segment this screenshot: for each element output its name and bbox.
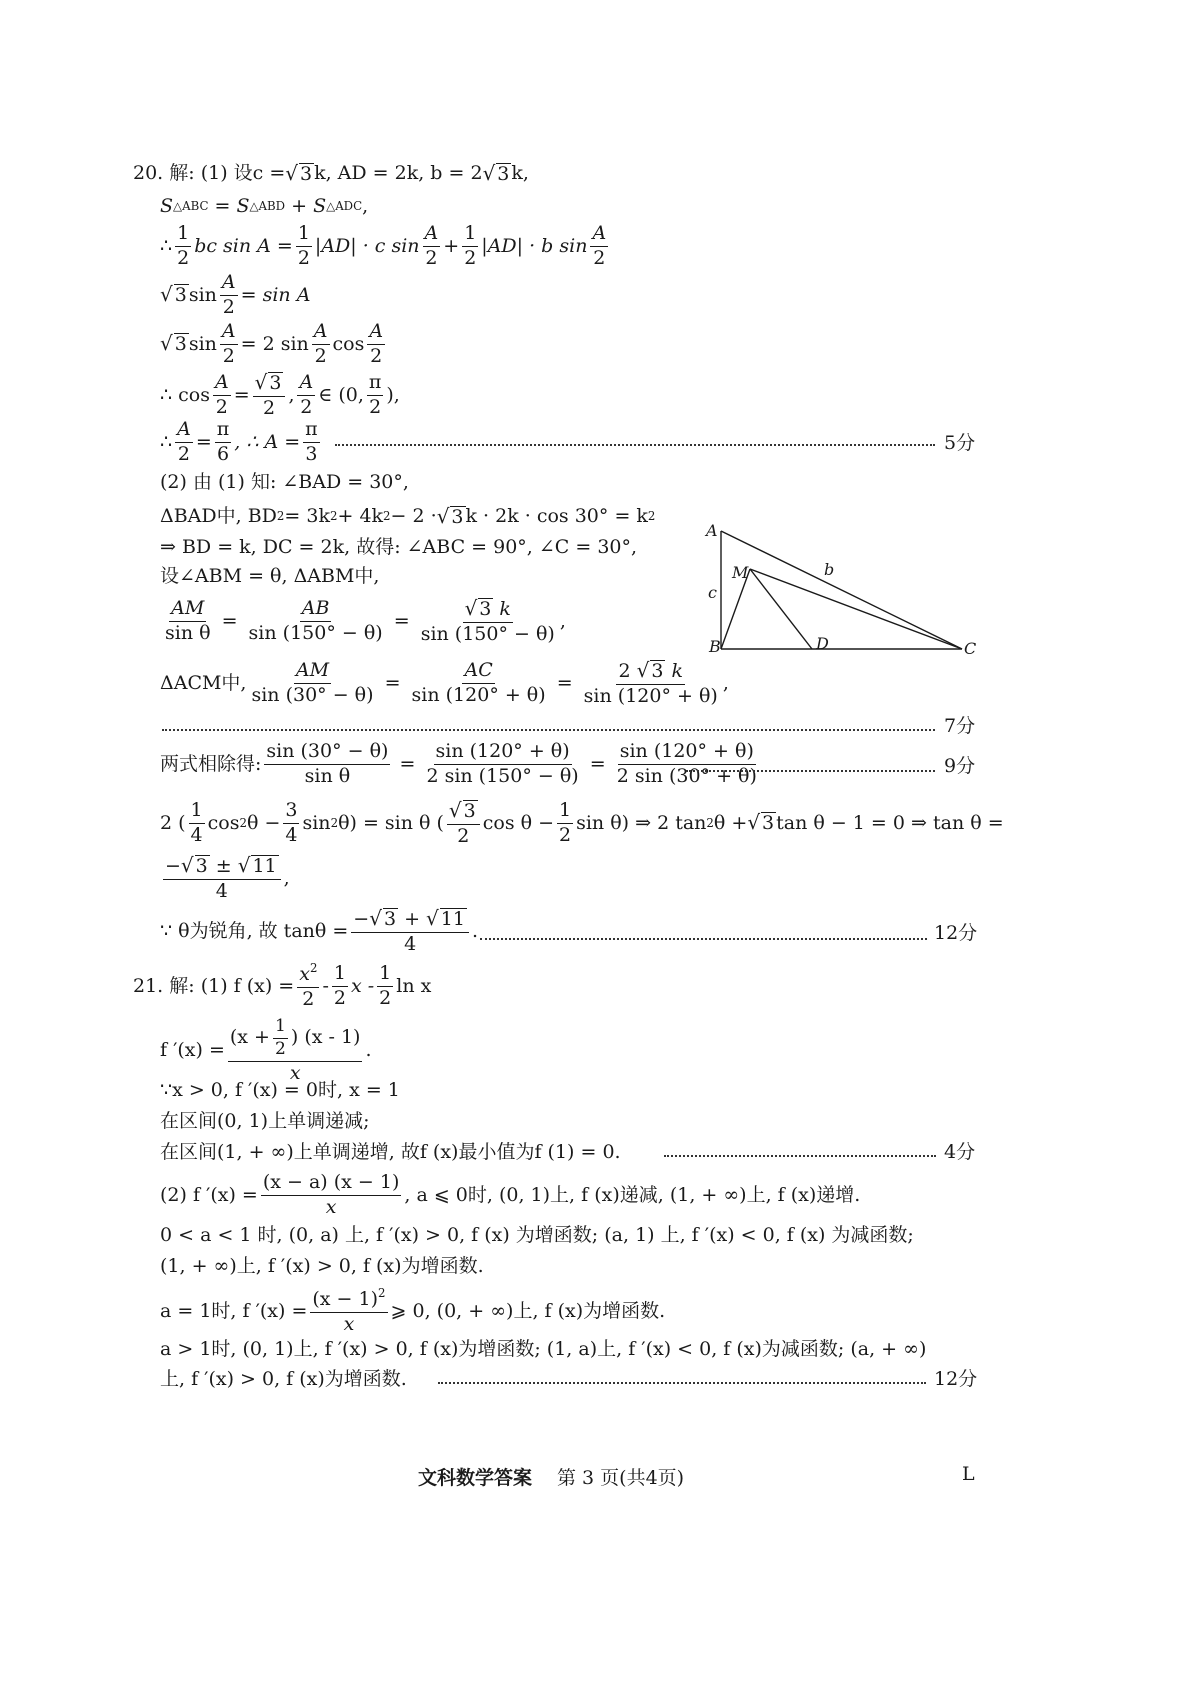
sqrt-content: 3 — [762, 812, 775, 835]
fraction — [253, 372, 286, 419]
denominator: 2 — [425, 246, 438, 269]
q21-line-10 — [160, 1340, 926, 1359]
numerator: A — [297, 373, 315, 396]
text: 在区间(1, + ∞)上单调递增, 故f (x)最小值为f (1) = 0. — [160, 1141, 621, 1163]
numerator: π — [303, 420, 320, 443]
text: 21. 解: (1) f (x) = — [133, 974, 295, 997]
sqrt-sign: √ — [747, 810, 761, 835]
numerator: 1 — [175, 224, 191, 247]
subscript: △ABC — [173, 198, 209, 213]
text: − 2 · — [390, 505, 437, 528]
numerator: 1 — [462, 224, 478, 247]
numerator: π — [367, 373, 384, 396]
score-label: 12分 — [934, 1368, 978, 1390]
fraction — [557, 801, 573, 846]
text: tan θ − 1 = 0 ⇒ tan θ = — [776, 811, 1004, 834]
text: 两式相除得: — [160, 752, 262, 775]
denominator: sin (120° + θ) — [583, 684, 718, 707]
superscript: 2 — [378, 1286, 386, 1300]
text: = 2 sin — [240, 332, 309, 355]
numerator: AC — [462, 661, 494, 684]
q21-line-4 — [160, 1112, 369, 1131]
fraction — [462, 224, 478, 269]
label-d: D — [816, 634, 829, 653]
denominator: 3 — [305, 442, 318, 465]
text: |AD| · c sin — [314, 234, 420, 257]
sqrt-sign: √ — [237, 853, 251, 877]
sqrt-sign: √ — [426, 906, 439, 930]
fraction — [377, 961, 393, 1009]
q20-line-4 — [160, 273, 310, 318]
denominator: 2 — [297, 246, 310, 269]
text: S — [313, 195, 327, 217]
fraction — [189, 801, 205, 846]
denominator: 2 — [379, 986, 392, 1009]
q21-line-6 — [160, 1173, 860, 1218]
numerator: AM — [169, 599, 206, 622]
text: sin θ) ⇒ 2 tan — [576, 811, 707, 834]
text: , ∴ A = — [234, 430, 301, 453]
text: = — [215, 609, 244, 632]
text: cos θ − — [482, 811, 555, 834]
sqrt-content: 3 — [299, 163, 313, 185]
numerator: 1 — [273, 1018, 288, 1039]
denominator: sin (150° − θ) — [248, 621, 383, 644]
text: 2 — [618, 660, 637, 682]
numerator: A — [367, 322, 385, 345]
numerator: A — [220, 273, 238, 296]
numerator: sin (120° + θ) — [618, 742, 756, 765]
superscript: 2 — [706, 815, 714, 830]
q20-line-2 — [160, 197, 368, 216]
q21-line-7 — [160, 1226, 914, 1245]
superscript: 2 — [329, 509, 338, 524]
numerator: 1 — [557, 801, 573, 824]
dot-leader — [480, 938, 927, 940]
text: ln x — [396, 974, 432, 997]
text: , — [362, 195, 369, 217]
sqrt-content: 3 — [269, 372, 282, 394]
text: 上, f ′(x) > 0, f (x)为增函数. — [160, 1368, 407, 1390]
q20-line-10 — [160, 538, 637, 557]
text: cos — [207, 811, 240, 834]
label-c-vertex: C — [964, 639, 977, 657]
text: k, AD = 2k, b = 2 — [314, 162, 483, 185]
numerator: A — [312, 322, 330, 345]
numerator: 1 — [296, 224, 312, 247]
denominator: sin θ — [165, 621, 211, 644]
q20-line-1 — [133, 160, 529, 185]
text: ∈ (0, — [318, 383, 364, 406]
numerator: 1 — [332, 964, 348, 987]
numerator: AM — [294, 661, 331, 684]
superscript: 2 — [647, 509, 656, 524]
denominator: 4 — [190, 823, 203, 846]
text: ΔBAD中, BD — [160, 505, 277, 528]
numerator: A — [213, 373, 231, 396]
fraction — [297, 962, 319, 1010]
fraction — [296, 224, 312, 269]
text: . — [471, 919, 478, 942]
fraction — [261, 1173, 402, 1218]
score-label: 12分 — [934, 922, 978, 944]
text: , — [559, 609, 566, 632]
superscript: 2 — [276, 509, 285, 524]
sqrt-sign: √ — [369, 906, 382, 930]
sqrt-content: 3 — [451, 506, 464, 528]
text: , — [288, 383, 295, 406]
text: 2 ( — [160, 811, 186, 834]
q20-line-7 — [160, 420, 323, 465]
sqrt-sign: √ — [448, 798, 462, 822]
numerator: sin (120° + θ) — [434, 742, 572, 765]
segment-ac — [721, 531, 962, 649]
numerator: A — [590, 224, 608, 247]
text: ± — [209, 855, 238, 877]
q20-line-16 — [160, 855, 290, 902]
label-b-side: b — [824, 560, 835, 579]
numerator: 1 — [377, 964, 393, 987]
denominator: 2 — [177, 246, 190, 269]
numerator: A — [175, 420, 193, 443]
numerator: sin (30° − θ) — [264, 742, 390, 765]
text: ∵ θ为锐角, 故 tanθ = — [160, 919, 349, 942]
text: |AD| · b sin — [481, 234, 588, 257]
q21-line-2 — [160, 1018, 372, 1084]
fraction — [423, 224, 441, 269]
q20-line-12 — [160, 598, 566, 645]
denominator: x — [289, 1061, 301, 1084]
fraction — [283, 801, 299, 846]
sqrt-sign: √ — [180, 853, 194, 877]
denominator: 2 — [314, 344, 327, 367]
text: 20. 解: (1) 设c = — [133, 162, 286, 185]
numerator: A — [423, 224, 441, 247]
fraction — [310, 1287, 387, 1335]
therefore-symbol: ∴ — [160, 430, 173, 453]
sqrt-sign: √ — [482, 160, 496, 185]
text: (1, + ∞)上, f ′(x) > 0, f (x)为增函数. — [160, 1255, 484, 1277]
fraction — [590, 224, 608, 269]
text: = — [195, 430, 212, 453]
numerator: 1 — [189, 801, 205, 824]
sqrt-content: 3 — [479, 598, 492, 620]
fraction — [163, 599, 213, 644]
fraction — [447, 800, 480, 847]
subscript: △ADC — [326, 198, 363, 213]
superscript: 2 — [383, 509, 391, 524]
denominator: 4 — [215, 879, 228, 902]
text: + — [443, 234, 460, 257]
text: sin — [188, 283, 217, 306]
denominator: x — [343, 1313, 355, 1336]
q21-line-5 — [160, 1143, 621, 1162]
text: , — [283, 866, 290, 889]
label-b: B — [709, 637, 721, 656]
text: - — [322, 974, 329, 997]
sqrt-sign: √ — [464, 596, 478, 620]
text: cos — [332, 332, 365, 355]
fraction — [163, 855, 281, 902]
sqrt-content: 11 — [252, 855, 277, 877]
q20-line-5 — [160, 322, 388, 367]
dot-leader — [686, 770, 935, 772]
text: x - — [350, 974, 375, 997]
fraction — [264, 742, 390, 787]
text: − — [353, 908, 370, 930]
fraction — [297, 373, 315, 418]
sqrt-sign: √ — [636, 658, 650, 682]
fraction — [615, 742, 759, 787]
fraction — [249, 661, 375, 706]
dot-leader — [335, 444, 935, 446]
text: S — [236, 195, 250, 217]
text: ∴ cos — [160, 383, 210, 406]
text: ΔACM中, — [160, 671, 247, 694]
fraction — [247, 599, 385, 644]
text: sin — [188, 332, 217, 355]
text: , a ⩽ 0时, (0, 1)上, f (x)递减, (1, + ∞)上, f (x)递增. — [404, 1183, 861, 1206]
sqrt-content: 3 — [195, 855, 208, 877]
q20-line-14 — [160, 742, 762, 787]
text: . — [365, 1039, 372, 1062]
q21-line-3 — [160, 1081, 400, 1100]
sqrt-content: 3 — [174, 284, 187, 307]
numerator: (x − a) (x − 1) — [261, 1173, 402, 1196]
q20-line-3 — [160, 224, 611, 269]
text: + — [398, 908, 427, 930]
text: k — [665, 660, 683, 682]
denominator: 2 sin (150° − θ) — [426, 764, 579, 787]
denominator: 2 — [593, 246, 606, 269]
q21-line-9 — [160, 1287, 665, 1335]
text: (x − 1) — [312, 1288, 379, 1311]
sqrt-content: 3 — [651, 660, 664, 682]
superscript: 2 — [309, 961, 318, 975]
fraction — [367, 373, 384, 418]
score-label: 5分 — [944, 432, 976, 454]
footer-page: 第 3 页(共4页) — [557, 1467, 685, 1489]
triangle-figure — [700, 522, 990, 657]
text: = — [583, 752, 612, 775]
text: (2) f ′(x) = — [160, 1183, 258, 1206]
sqrt-content: 3 — [383, 908, 397, 930]
text: k · 2k · cos 30° = k — [465, 505, 648, 528]
fraction — [213, 373, 231, 418]
denominator: 2 — [302, 988, 315, 1011]
sqrt-content: 3 — [463, 800, 476, 822]
text: (2) 由 (1) 知: ∠BAD = 30°, — [160, 471, 409, 493]
sqrt-sign: √ — [436, 503, 450, 528]
text: 设∠ABM = θ, ΔABM中, — [160, 565, 380, 587]
superscript: 2 — [239, 815, 247, 830]
text: = — [233, 383, 250, 406]
q20-line-15 — [160, 800, 1004, 847]
superscript: 2 — [330, 815, 339, 830]
denominator: 2 — [464, 246, 477, 269]
fraction — [332, 961, 348, 1009]
score-label: 4分 — [944, 1141, 976, 1163]
denominator: 2 — [274, 1038, 286, 1059]
text: f ′(x) = — [160, 1039, 225, 1062]
text: = — [208, 195, 237, 217]
score-label: 9分 — [944, 755, 976, 777]
text: a = 1时, f ′(x) = — [160, 1299, 308, 1322]
text: 0 < a < 1 时, (0, a) 上, f ′(x) > 0, f (x) 为增函数; (a, 1) 上, f ′(x) < 0, f (x) 为减函数; — [160, 1224, 914, 1246]
text: = — [550, 671, 579, 694]
denominator: 2 — [559, 823, 572, 846]
text: = — [378, 671, 407, 694]
fraction — [410, 661, 548, 706]
q20-line-6 — [160, 372, 400, 419]
subscript: △ABD — [249, 198, 286, 213]
q20-line-13 — [160, 660, 729, 707]
label-a: A — [706, 522, 718, 540]
text: a > 1时, (0, 1)上, f ′(x) > 0, f (x)为增函数; (1, a)上, f ′(x) < 0, f (x)为减函数; (a, + ∞) — [160, 1338, 927, 1360]
q20-line-8 — [160, 473, 409, 492]
denominator: 2 — [262, 396, 276, 419]
numerator: 3 — [283, 801, 299, 824]
text: 在区间(0, 1)上单调递减; — [160, 1110, 370, 1132]
sqrt-content: 3 — [497, 163, 510, 185]
sqrt-content: 3 — [174, 333, 187, 356]
text: ∵x > 0, f ′(x) = 0时, x = 1 — [160, 1079, 400, 1101]
footer-title: 文科数学答案 — [418, 1467, 533, 1489]
sqrt-sign: √ — [285, 160, 298, 185]
numerator: AB — [300, 599, 332, 622]
label-m: M — [732, 563, 749, 582]
text: , — [722, 671, 729, 694]
fraction — [220, 273, 238, 318]
dot-leader — [162, 729, 935, 731]
text: k — [493, 598, 511, 620]
text: k, — [511, 162, 529, 185]
text: θ − — [246, 811, 281, 834]
text: = — [387, 609, 416, 632]
fraction — [303, 420, 320, 465]
numerator: A — [220, 322, 238, 345]
text: x — [299, 963, 310, 986]
text: θ + — [713, 811, 748, 834]
fraction — [424, 742, 580, 787]
fraction — [220, 322, 238, 367]
denominator: 2 — [177, 442, 190, 465]
text: − — [165, 855, 181, 877]
sqrt-sign: √ — [160, 282, 173, 307]
label-c-side: c — [708, 583, 717, 602]
text: ⇒ BD = k, DC = 2k, 故得: ∠ABC = 90°, ∠C = 30°, — [160, 536, 638, 558]
text: bc sin A = — [194, 234, 293, 257]
fraction — [367, 322, 385, 367]
q20-line-11 — [160, 567, 379, 586]
denominator: 4 — [285, 823, 298, 846]
fraction — [351, 908, 469, 955]
denominator: sin (150° − θ) — [420, 622, 555, 645]
denominator: sin θ — [304, 764, 351, 787]
text: = 3k — [284, 505, 330, 528]
denominator: 2 — [369, 395, 382, 418]
denominator: sin (30° − θ) — [251, 683, 374, 706]
fraction — [175, 420, 193, 465]
text: = — [393, 752, 422, 775]
fraction — [175, 224, 191, 269]
denominator: 2 — [222, 295, 235, 318]
q21-line-1 — [133, 962, 431, 1010]
fraction — [419, 598, 557, 645]
denominator: 2 — [333, 986, 346, 1009]
score-label: 7分 — [944, 715, 976, 737]
text: ), — [386, 383, 400, 406]
text: (x + — [229, 1026, 270, 1049]
sqrt-content: 11 — [440, 908, 465, 930]
numerator: π — [215, 420, 232, 443]
text: = sin A — [240, 283, 311, 306]
denominator: 2 sin (30° + θ) — [616, 764, 757, 787]
text: sin — [302, 811, 331, 834]
sqrt-sign: √ — [254, 370, 268, 394]
fraction — [312, 322, 330, 367]
fraction — [273, 1018, 288, 1059]
denominator: x — [325, 1195, 337, 1218]
q21-line-11 — [160, 1370, 407, 1389]
text: θ) = sin θ ( — [338, 811, 444, 834]
fraction — [215, 420, 232, 465]
footer-mark: L — [962, 1463, 975, 1485]
text: + — [285, 195, 314, 217]
fraction — [228, 1018, 363, 1084]
text: ) (x - 1) — [290, 1026, 361, 1049]
q20-line-9 — [160, 503, 656, 528]
dot-leader — [438, 1382, 926, 1384]
denominator: 2 — [300, 395, 313, 418]
sqrt-sign: √ — [160, 331, 173, 356]
text: ⩾ 0, (0, + ∞)上, f (x)为增函数. — [390, 1299, 666, 1322]
fraction — [582, 660, 720, 707]
q21-line-8 — [160, 1257, 484, 1276]
denominator: 2 — [222, 344, 235, 367]
denominator: 2 — [457, 824, 470, 847]
dot-leader — [664, 1155, 936, 1157]
text: + 4k — [337, 505, 384, 528]
denominator: sin (120° + θ) — [411, 683, 546, 706]
denominator: 2 — [215, 395, 228, 418]
text: S — [160, 195, 174, 217]
denominator: 6 — [216, 442, 230, 465]
q20-line-17 — [160, 908, 478, 955]
denominator: 4 — [404, 932, 417, 955]
therefore-symbol: ∴ — [160, 234, 173, 257]
denominator: 2 — [370, 344, 383, 367]
